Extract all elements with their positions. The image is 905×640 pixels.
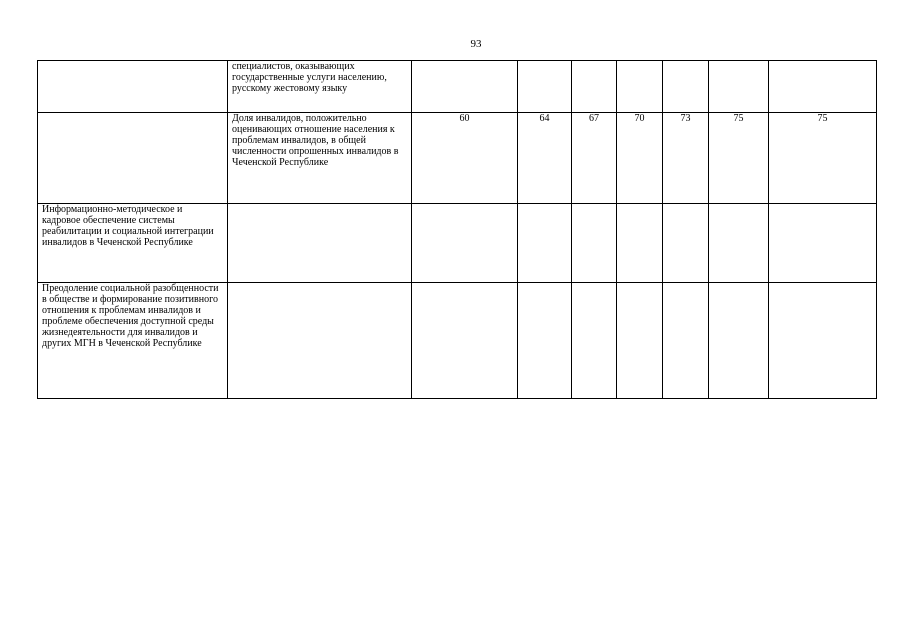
value-cell <box>663 61 709 113</box>
value-cell <box>709 283 769 399</box>
section-cell: Преодоление социальной разобщенности в обществе и формирование позитивного отношения к проблемам инвалидов и проблеме обеспечения доступной среды жизнедеятельности для инвалидов и других МГН в Чеченской Республике <box>38 283 228 399</box>
value-cell <box>412 283 518 399</box>
section-cell <box>38 113 228 204</box>
value-cell <box>769 204 877 283</box>
indicator-cell <box>228 283 412 399</box>
section-cell: Информационно-методическое и кадровое обеспечение системы реабилитации и социальной интеграции инвалидов в Чеченской Республике <box>38 204 228 283</box>
value-cell: 64 <box>518 113 572 204</box>
value-cell <box>709 61 769 113</box>
page-number: 93 <box>470 38 482 50</box>
value-cell: 73 <box>663 113 709 204</box>
value-cell <box>617 283 663 399</box>
indicator-table <box>37 60 877 399</box>
value-cell <box>769 61 877 113</box>
indicator-cell <box>228 204 412 283</box>
indicator-cell: Доля инвалидов, положительно оценивающих отношение населения к проблемам инвалидов, в общей численности опрошенных инвалидов в Чеченской Республике <box>228 113 412 204</box>
value-cell <box>518 61 572 113</box>
value-cell <box>663 283 709 399</box>
value-cell <box>518 283 572 399</box>
value-cell <box>572 61 617 113</box>
table-row <box>38 204 877 283</box>
value-cell <box>572 283 617 399</box>
value-cell <box>663 204 709 283</box>
value-cell <box>518 204 572 283</box>
section-cell <box>38 61 228 113</box>
value-cell: 75 <box>769 113 877 204</box>
value-cell <box>709 204 769 283</box>
value-cell <box>769 283 877 399</box>
table-row <box>38 61 877 113</box>
value-cell <box>412 61 518 113</box>
value-cell <box>412 204 518 283</box>
value-cell <box>617 61 663 113</box>
value-cell: 70 <box>617 113 663 204</box>
value-cell: 75 <box>709 113 769 204</box>
indicator-cell: специалистов, оказывающих государственные услуги населению, русскому жестовому языку <box>228 61 412 113</box>
value-cell <box>617 204 663 283</box>
value-cell: 60 <box>412 113 518 204</box>
value-cell <box>572 204 617 283</box>
table-row <box>38 283 877 399</box>
table-row <box>38 113 877 204</box>
value-cell: 67 <box>572 113 617 204</box>
